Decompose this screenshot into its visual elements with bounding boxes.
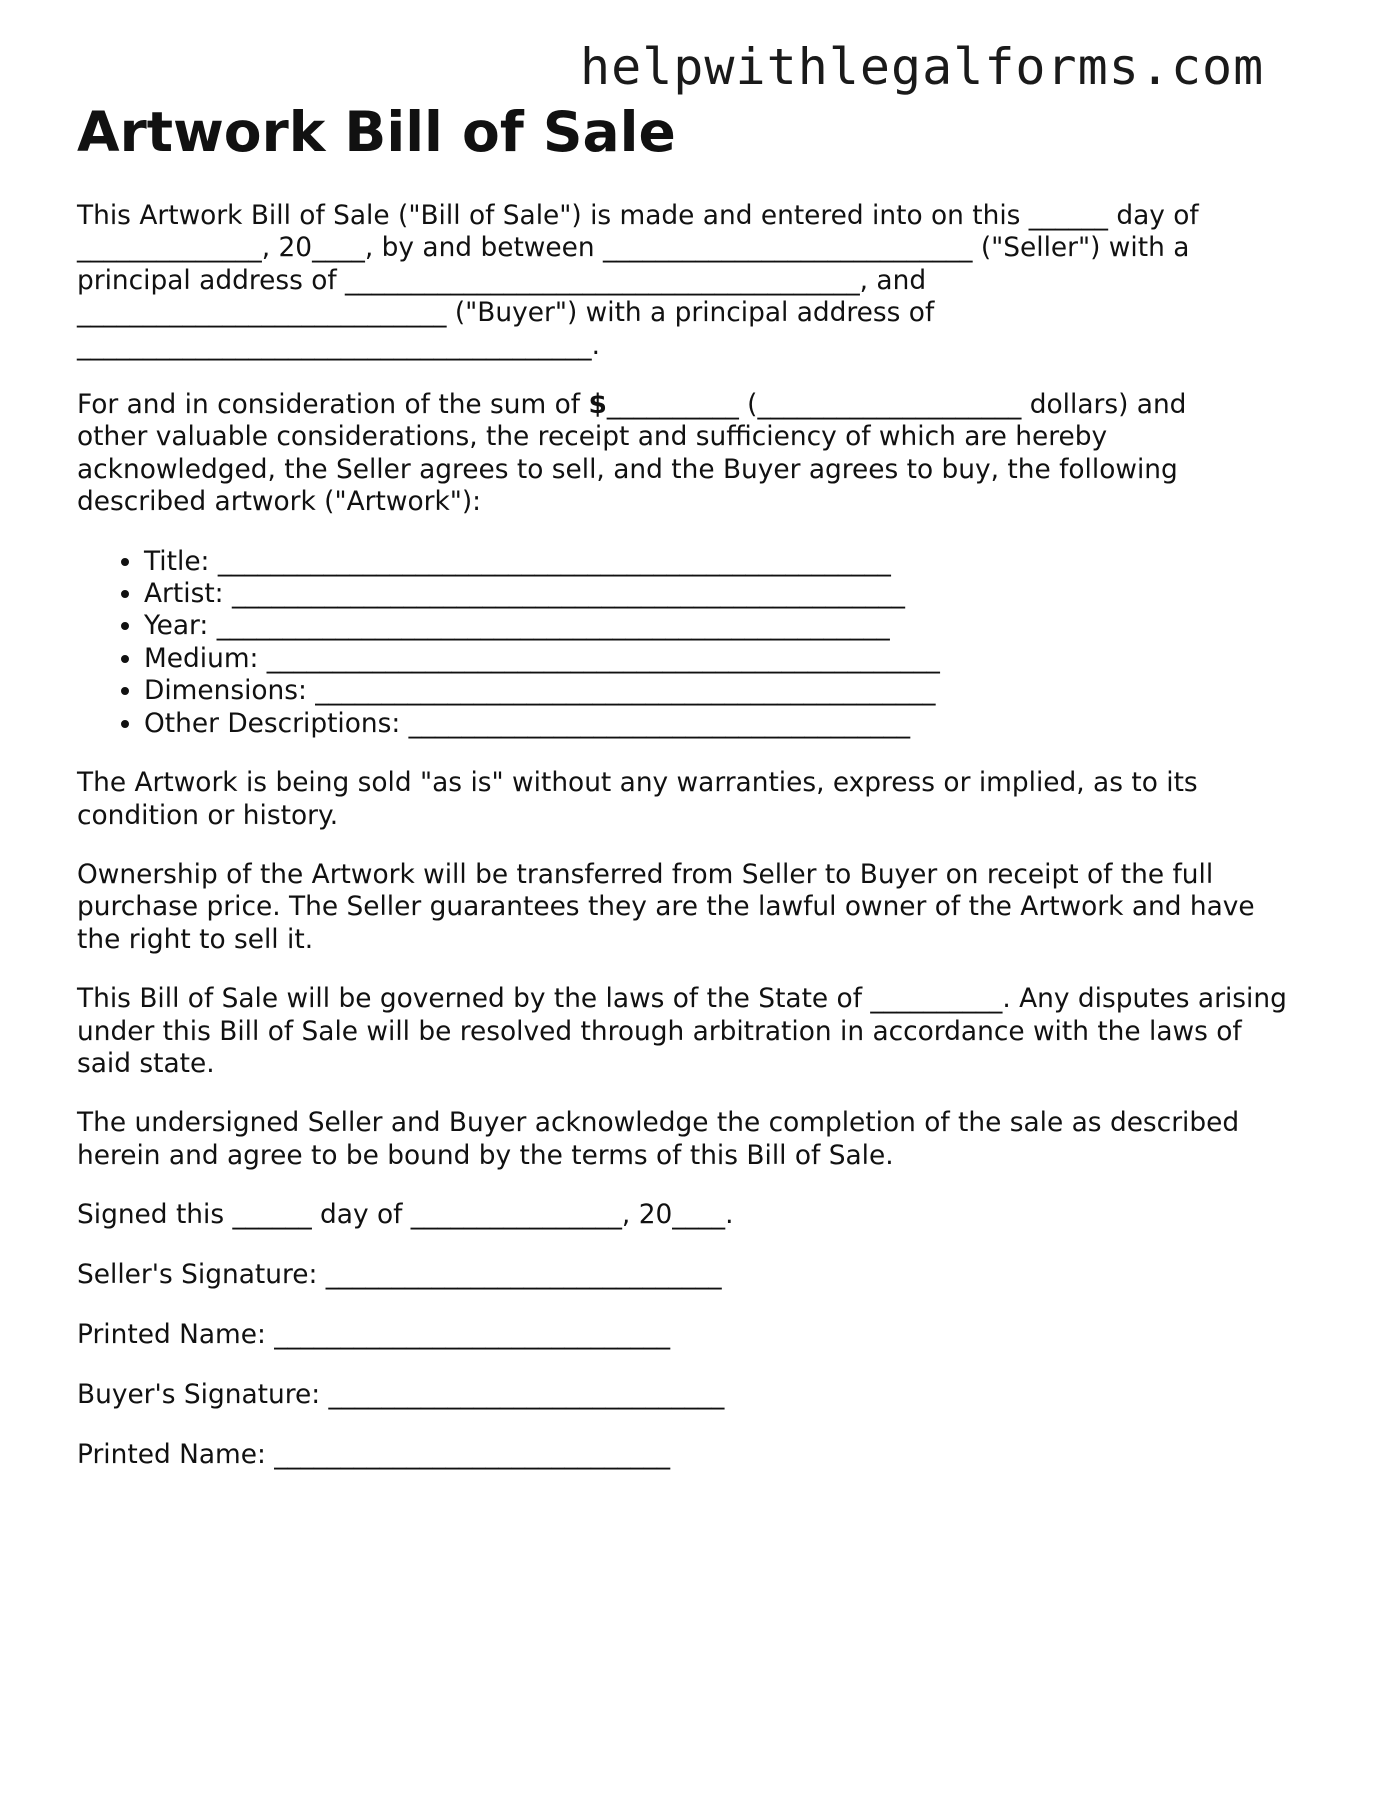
dollar-sign: $ <box>588 389 607 421</box>
intro-line-1: This Artwork Bill of Sale ("Bill of Sale") is made and entered into on this ______ day of <box>77 200 1199 231</box>
consideration-prefix: For and in consideration of the sum of <box>77 389 589 421</box>
as-is-paragraph <box>77 767 1327 832</box>
governing-line-3: said state. <box>77 1047 215 1079</box>
seller-signature-line: Seller's Signature: ______________________________ <box>77 1259 722 1291</box>
artwork-item-dimensions: • Dimensions: _______________________________________________ <box>144 675 1327 707</box>
buyer-printed-name-line: Printed Name: ______________________________ <box>77 1439 671 1471</box>
intro-paragraph <box>77 200 1327 362</box>
ownership-paragraph <box>77 859 1327 956</box>
ownership-line-1: Ownership of the Artwork will be transferred from Seller to Buyer on receipt of the full <box>77 858 1214 890</box>
ownership-line-3: the right to sell it. <box>77 923 314 955</box>
consideration-line-2: other valuable considerations, the receipt and sufficiency of which are hereby <box>77 421 1108 453</box>
document-body <box>77 200 1327 1499</box>
intro-line-3: principal address of _______________________________________, and <box>77 264 927 296</box>
artwork-item-artist: • Artist: ___________________________________________________ <box>144 578 1327 610</box>
artwork-item-medium: • Medium: ___________________________________________________ <box>144 643 1327 675</box>
intro-line-4: ____________________________ ("Buyer") with a principal address of <box>77 297 935 329</box>
acknowledge-line-1: The undersigned Seller and Buyer acknowledge the completion of the sale as described <box>77 1107 1240 1139</box>
artwork-details-list <box>77 546 1327 740</box>
governing-law-paragraph <box>77 983 1327 1080</box>
consideration-line-3: acknowledged, the Seller agrees to sell, and the Buyer agrees to buy, the following <box>77 453 1178 485</box>
signature-section <box>77 1199 1327 1471</box>
as-is-line-2: condition or history. <box>77 799 339 831</box>
consideration-rest: (____________________ dollars) and <box>738 389 1187 421</box>
amount-blank: __________ <box>606 389 739 421</box>
acknowledge-line-2: herein and agree to be bound by the terms of this Bill of Sale. <box>77 1139 894 1171</box>
signed-date-line: Signed this ______ day of ________________, 20____. <box>77 1199 734 1231</box>
ownership-line-2: purchase price. The Seller guarantees they are the lawful owner of the Artwork and have <box>77 891 1255 923</box>
seller-printed-name-line: Printed Name: ______________________________ <box>77 1319 671 1351</box>
governing-line-1: This Bill of Sale will be governed by the laws of the State of __________. Any disputes arising <box>77 983 1287 1015</box>
artwork-item-year: • Year: ___________________________________________________ <box>144 610 1327 642</box>
as-is-line-1: The Artwork is being sold "as is" without any warranties, express or implied, as to its <box>77 767 1198 799</box>
acknowledgement-paragraph <box>77 1107 1327 1172</box>
watermark-text: helpwithlegalforms.com <box>580 38 1265 96</box>
intro-line-2: ______________, 20____, by and between ____________________________ ("Seller") with a <box>77 232 1190 264</box>
consideration-line-4: described artwork ("Artwork"): <box>77 486 482 518</box>
consideration-paragraph <box>77 389 1327 519</box>
document-title: Artwork Bill of Sale <box>77 100 676 164</box>
intro-line-5: _______________________________________. <box>77 329 601 361</box>
governing-line-2: under this Bill of Sale will be resolved through arbitration in accordance with the laws of <box>77 1015 1242 1047</box>
artwork-item-other-descriptions: • Other Descriptions: ______________________________________ <box>144 708 1327 740</box>
buyer-signature-line: Buyer's Signature: ______________________________ <box>77 1379 725 1411</box>
artwork-item-title: • Title: ___________________________________________________ <box>144 546 1327 578</box>
